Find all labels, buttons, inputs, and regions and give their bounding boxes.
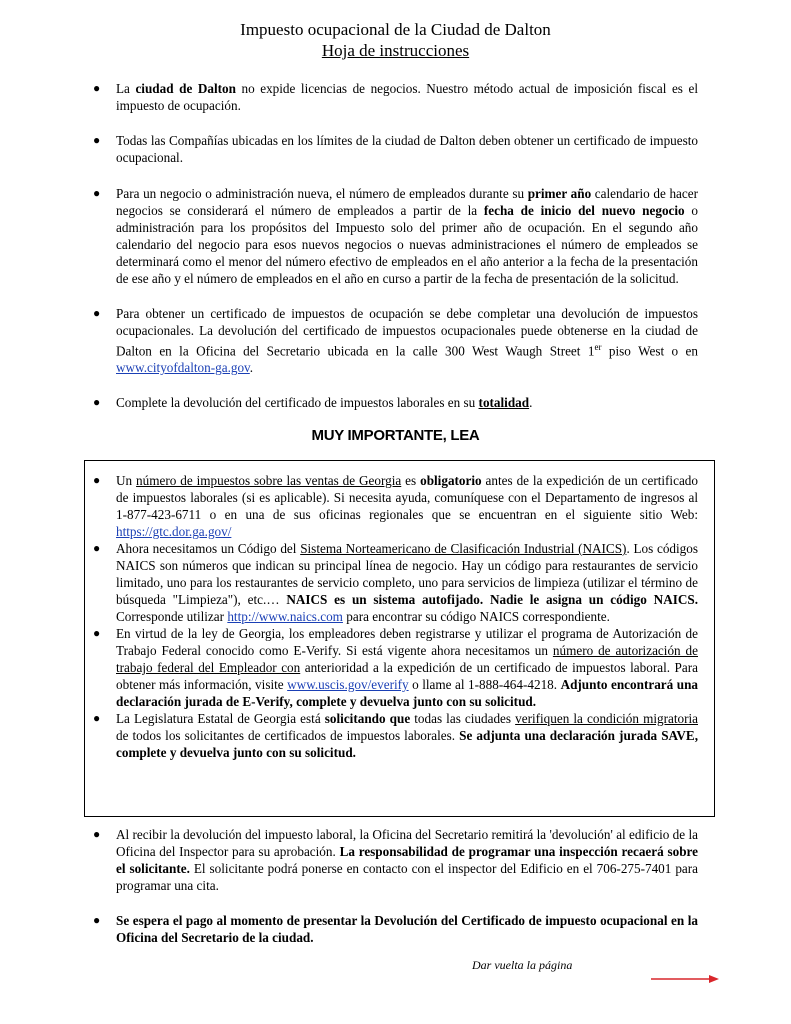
text: Ahora necesitamos un Código del [116,541,301,556]
gtc-dor-link[interactable]: https://gtc.dor.ga.gov/ [116,524,232,539]
bullet-icon: ● [93,306,101,320]
text: . Los códigos NAICS son números que indican su principal línea de negocio. Hay un código para restaurantes de servicio limitado, uno para los restaurantes de servicio completo, uno para servicios de limpieza (utilizar el término de búsqueda "Limpieza"), etc.… [116,541,698,607]
text: Al recibir la devolución del impuesto laboral, la Oficina del Secretario remitirá la 'devolución' al edificio de la Oficina del Inspector para su aprobación. [116,827,698,859]
text: Un [116,473,137,488]
city-website-link[interactable]: www.cityofdalton-ga.gov [116,360,250,376]
list-item [0,710,698,761]
page-subtitle: Hoja de instrucciones [321,41,470,60]
list-item [0,80,698,114]
text-bold: NAICS es un sistema autofijado. Nadie le asigna un código NAICS. [286,592,698,607]
text: antes de la expedición de un certificado de impuestos laborales (si es aplicable). Si necesita ayuda, comuníquese con el Departamento de ingresos al 1-877-423-6711 o en una de sus oficinas regionales que se encuentran en el siguiente sitio Web: [116,473,698,522]
list-item [0,394,698,411]
text: piso West o en [601,343,699,359]
text-bold: fecha de inicio del nuevo negocio [483,203,685,218]
bullet-icon: ● [93,133,101,147]
bullet-icon: ● [93,827,101,841]
text-bold: primer año [527,186,592,201]
list-item [0,540,698,625]
text-underline: Sistema Norteamericano de Clasificación Industrial (NAICS) [300,541,627,556]
text: de todos los solicitantes de certificados de impuestos laborales. [116,728,460,743]
text-bold-underline: totalidad [478,395,530,411]
bullet-icon: ● [93,626,101,640]
text-bold: Se adjunta una declaración jurada SAVE, complete y devuelva junto con su solicitud. [116,728,698,760]
turn-page-note: Dar vuelta la página [472,958,573,972]
text-bold: Se espera el pago al momento de presentar la Devolución del Certificado de impuesto ocupacional en la Oficina del Secretario de la ciudad. [116,913,698,945]
arrow-right-icon [651,973,719,985]
superscript: er [594,342,602,352]
bullet-icon: ● [93,541,101,555]
list-item [0,132,698,166]
text: Corresponde utilizar [116,609,228,624]
text: Complete la devolución del certificado de impuestos laborales en su [116,395,479,411]
text: todas las ciudades [410,711,516,726]
text: El solicitante podrá ponerse en contacto con el inspector del Edificio en el 706-275-7401 para programar una cita. [116,861,699,893]
important-heading: MUY IMPORTANTE, LEA [311,427,480,444]
text-underline: número de autorización de trabajo federal del Empleador con [116,643,698,675]
text: es [401,473,421,488]
text: . [249,360,254,376]
text: o administración para los propósitos del Impuesto solo del primer año de ocupación. En el segundo año calendario del negocio para esos nuevos negocios o nuevas administraciones el número de empleados se determinará como el menor del número efectivo de empleados en el año anterior a la fecha de la presentación de ese año y el número de empleados en el año en curso a partir de la fecha de presentación de la solicitud. [116,203,698,286]
text-underline: verifiquen la condición migratoria [515,711,698,726]
bullet-icon: ● [93,913,101,927]
list-item [0,912,698,946]
text: La [116,81,136,96]
text: La Legislatura Estatal de Georgia está [116,711,325,726]
text-bold: obligatorio [420,473,482,488]
text-bold: solicitando que [324,711,411,726]
text: para encontrar su código NAICS correspondiente. [342,609,610,624]
list-item [0,625,698,710]
list-item [0,472,698,540]
intro-list [0,80,791,411]
bullet-icon: ● [93,395,101,410]
list-item [0,826,698,894]
text: . [529,395,533,411]
important-list [0,472,791,761]
bullet-icon: ● [93,186,101,200]
text: Todas las Compañías ubicadas en los límites de la ciudad de Dalton deben obtener un certificado de impuesto ocupacional. [116,133,698,165]
bullet-icon: ● [93,473,101,487]
text: En virtud de la ley de Georgia, los empleadores deben registrarse y utilizar el programa de Autorización de Trabajo Federal conocido como E-Verify. Si está vigente ahora necesitamos un [116,626,698,658]
text: anterioridad a la expedición de un certificado de impuestos laboral. Para obtener más información, visite [116,660,698,692]
closing-list [0,826,791,946]
bullet-icon: ● [93,711,101,725]
text-underline: número de impuestos sobre las ventas de Georgia [136,473,402,488]
text-bold: Adjunto encontrará una declaración jurada de E-Verify, complete y devuelva junto con su solicitud. [116,677,698,709]
list-item [0,185,698,287]
page-title: Impuesto ocupacional de la Ciudad de Dalton [240,20,551,39]
bullet-icon: ● [93,81,101,95]
text: o llame al 1-888-464-4218. [408,677,561,692]
text: Para obtener un certificado de impuestos de ocupación se debe completar una devolución de impuestos ocupacionales. La devolución del certificado de impuestos ocupacionales puede obtenerse en la ciudad de Dalton en la Oficina del Secretario ubicada en la calle 300 West Waugh Street 1 [116,306,698,359]
text-bold: ciudad de Dalton [135,81,236,96]
text: Para un negocio o administración nueva, el número de empleados durante su [116,186,528,201]
everify-link[interactable]: www.uscis.gov/everify [287,677,409,692]
text: calendario de hacer negocios se considerará el número de empleados a partir de la [116,186,698,218]
text: no expide licencias de negocios. Nuestro método actual de imposición fiscal es el impuesto de ocupación. [116,81,698,113]
naics-link[interactable]: http://www.naics.com [227,609,343,624]
list-item [0,305,698,376]
text-bold: La responsabilidad de programar una inspección recaerá sobre el solicitante. [116,844,698,876]
